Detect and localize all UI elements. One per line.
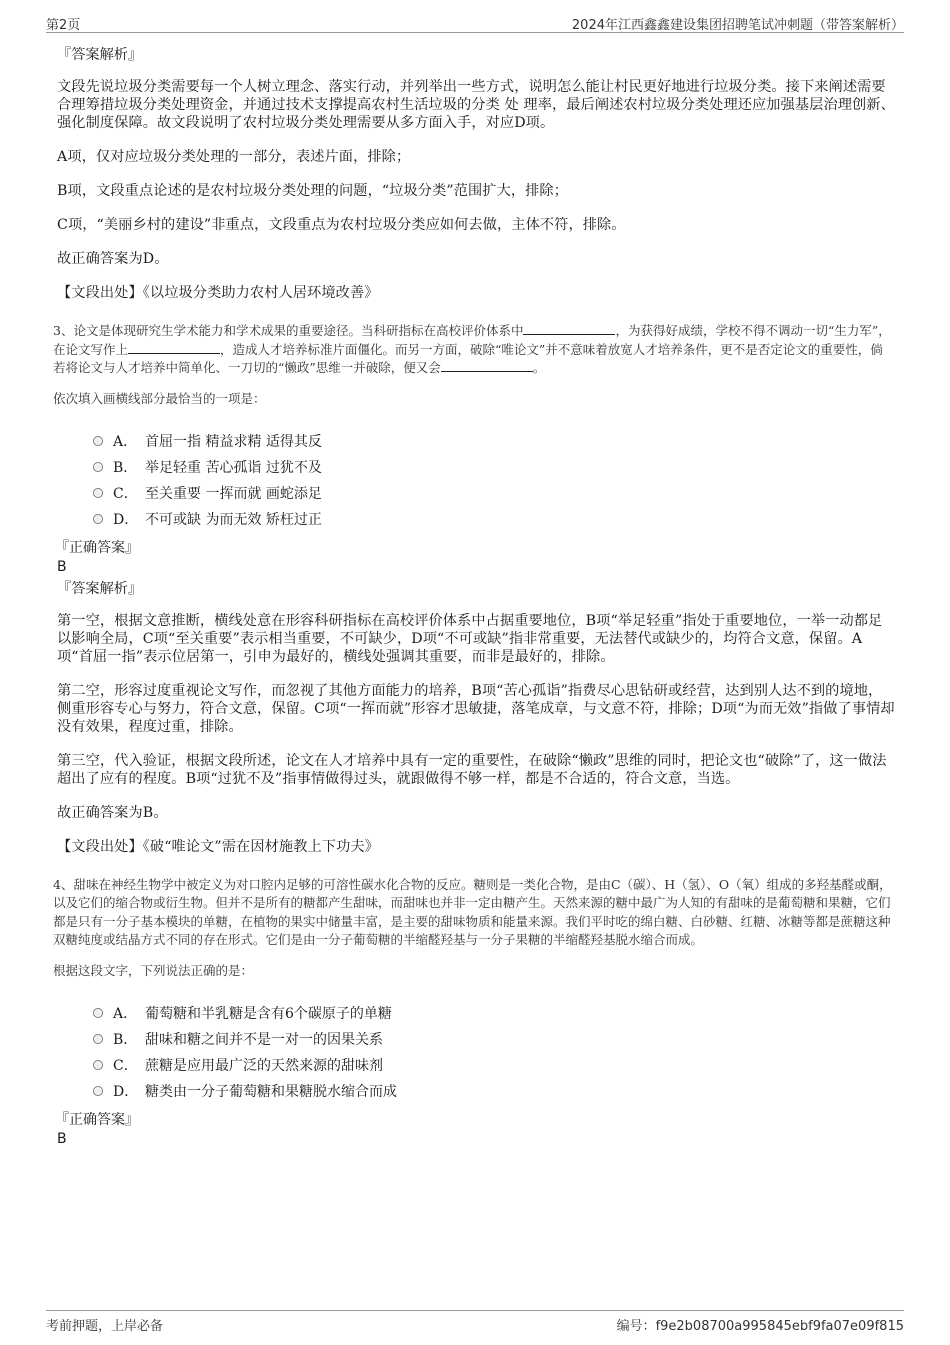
- answer-blank: [523, 322, 615, 335]
- q2-conclusion: 故正确答案为D。: [57, 251, 169, 267]
- q3-analysis-paragraph: 第三空，代入验证，根据文段所述，论文在人才培养中具有一定的重要性，在破除“懒政”思维的同时，把论文也“破除”了，这一做法超出了应有的程度。B项“过犹不及”指事情做得过头，就跟做得不够一样，都是不合适的，符合文意，当选。: [57, 752, 887, 787]
- answer-blank: [441, 359, 533, 372]
- radio-icon[interactable]: [93, 1008, 103, 1018]
- page-header: [46, 12, 904, 33]
- document-title: 2024年江西鑫鑫建设集团招聘笔试冲刺题（带答案解析）: [571, 18, 904, 33]
- q2-analysis-paragraph: B项，文段重点论述的是农村垃圾分类处理的问题，“垃圾分类”范围扩大，排除；: [57, 183, 569, 199]
- q4-answer-label: 『正确答案』: [55, 1111, 139, 1128]
- radio-icon[interactable]: [93, 488, 103, 498]
- q4-options: [93, 1000, 895, 1104]
- q3-options: [93, 428, 895, 532]
- page-content: [53, 46, 895, 1152]
- q4-stem: 4、甜味在神经生物学中被定义为对口腔内足够的可溶性碳水化合物的反应。糖则是一类化合物，是由C（碳）、H（氢）、O（氧）组成的多羟基醛或酮，以及它们的缩合物或衍生物。但并不是所有的糖都产生甜味，而甜味也并非一定由糖产生。天然来源的糖中最广为人知的有甜味的是葡萄糖和果糖，它们都是只有一分子基本模块的单糖，在植物的果实中储量丰富，是主要的甜味物质和能量来源。我们平时吃的绵白糖、白砂糖、红糖、冰糖等都是蔗糖这种双糖纯度或结晶方式不同的存在形式。它们是由一分子葡萄糖的半缩醛羟基与一分子果糖的半缩醛羟基脱水缩合而成。: [53, 876, 892, 947]
- q2-analysis-paragraph: A项，仅对应垃圾分类处理的一部分，表述片面，排除；: [57, 149, 411, 165]
- page-footer: [46, 1310, 904, 1335]
- option-b[interactable]: B． 甜味和糖之间并不是一对一的因果关系: [93, 1026, 895, 1052]
- q3-analysis-label: 『答案解析』: [57, 580, 143, 597]
- q2-analysis-label: 『答案解析』: [57, 47, 143, 63]
- radio-icon[interactable]: [93, 462, 103, 472]
- q3-prompt: 依次填入画横线部分最恰当的一项是：: [53, 390, 266, 406]
- option-a[interactable]: A． 葡萄糖和半乳糖是含有6个碳原子的单糖: [93, 1000, 895, 1026]
- q3-answer-label: 『正确答案』: [55, 539, 139, 556]
- option-a[interactable]: A． 首屈一指 精益求精 适得其反: [93, 428, 895, 454]
- q3-analysis-paragraph: 第二空，形容过度重视论文写作，而忽视了其他方面能力的培养，B项“苦心孤诣”指费尽心思钻研或经营，达到别人达不到的境地，侧重形容专心与努力，符合文意，保留。C项“一挥而就”形容才思敏捷，落笔成章，与文意不符，排除；D项“为而无效”指做了事情却没有效果，程度过重，排除。: [57, 682, 895, 735]
- radio-icon[interactable]: [93, 436, 103, 446]
- q4-answer-value: B: [57, 1130, 67, 1147]
- q3-source: 【文段出处】《破“唯论文”需在因材施教上下功夫》: [57, 838, 379, 855]
- answer-blank: [128, 341, 220, 354]
- q3-analysis-paragraph: 第一空，根据文意推断，横线处意在形容科研指标在高校评价体系中占据重要地位，B项“举足轻重”指处于重要地位，一举一动都足以影响全局，C项“至关重要”表示相当重要，不可缺少，D项“不可或缺”指非常重要，无法替代或缺少的，均符合文意，保留。A项“首屈一指”表示位居第一，引申为最好的，横线处强调其重要，而非是最好的，排除。: [57, 612, 883, 665]
- radio-icon[interactable]: [93, 1034, 103, 1044]
- q3-stem: 3、论文是体现研究生学术能力和学术成果的重要途径。当科研指标在高校评价体系中 ，为获得好成绩，学校不得不调动一切“生力军”，在论文写作上 ，造成人才培养标准片面僵化。而另一方面，破除“唯论文”并不意味着放宽人才培养条件，更不是否定论文的重要性，倘若将论文与人才培养中简单化、一刀切的“懒政”思维一并破除，便又会 。: [53, 323, 891, 375]
- option-c[interactable]: C． 蔗糖是应用最广泛的天然来源的甜味剂: [93, 1052, 895, 1078]
- document-code: 编号：f9e2b08700a995845ebf9fa07e09f815: [616, 1319, 904, 1334]
- q2-analysis-paragraph: C项，“美丽乡村的建设”非重点，文段重点为农村垃圾分类应如何去做，主体不符，排除。: [57, 217, 626, 233]
- option-d[interactable]: D． 不可或缺 为而无效 矫枉过正: [93, 506, 895, 532]
- page-number: 第2页: [46, 18, 81, 33]
- radio-icon[interactable]: [93, 1060, 103, 1070]
- footer-slogan: 考前押题，上岸必备: [46, 1319, 164, 1334]
- option-c[interactable]: C． 至关重要 一挥而就 画蛇添足: [93, 480, 895, 506]
- q4-prompt: 根据这段文字，下列说法正确的是：: [53, 962, 254, 978]
- radio-icon[interactable]: [93, 514, 103, 524]
- q2-analysis-paragraph: 文段先说垃圾分类需要每一个人树立理念、落实行动，并列举出一些方式，说明怎么能让村民更好地进行垃圾分类。接下来阐述需要合理筹措垃圾分类处理资金，并通过技术支撑提高农村生活垃圾的分类 处 理率，最后阐述农村垃圾分类处理还应加强基层治理创新、强化制度保障。故文段说明了农村垃圾分类处理需要从多方面入手，对应D项。: [57, 79, 895, 131]
- option-d[interactable]: D． 糖类由一分子葡萄糖和果糖脱水缩合而成: [93, 1078, 895, 1104]
- radio-icon[interactable]: [93, 1086, 103, 1096]
- q2-source: 【文段出处】《以垃圾分类助力农村人居环境改善》: [57, 285, 379, 301]
- q3-conclusion: 故正确答案为B。: [57, 804, 168, 821]
- option-b[interactable]: B． 举足轻重 苦心孤诣 过犹不及: [93, 454, 895, 480]
- q3-answer-value: B: [57, 558, 67, 575]
